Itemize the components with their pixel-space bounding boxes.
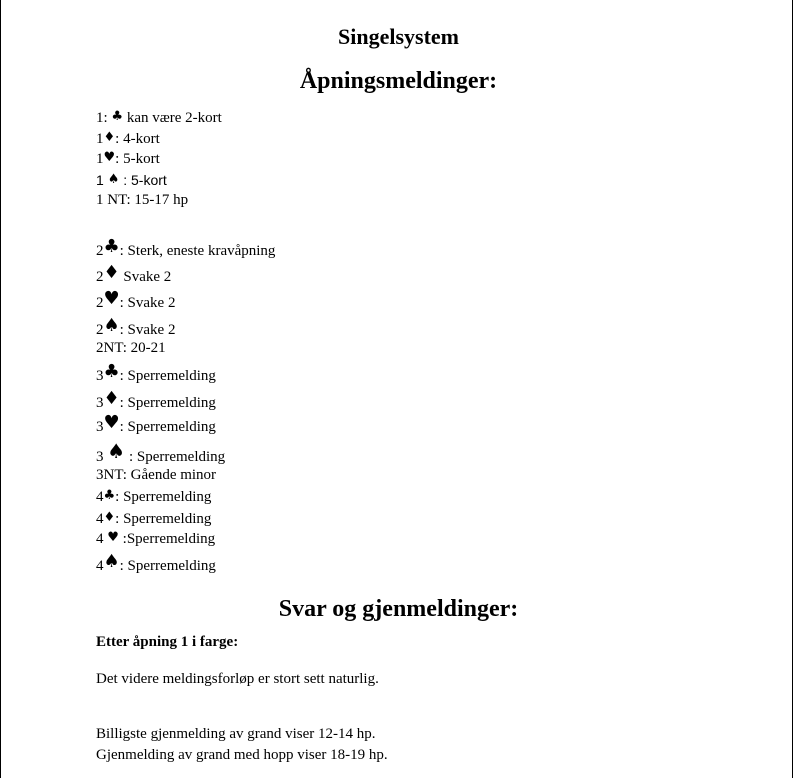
document-title: Singelsystem	[338, 24, 459, 49]
opening-1-spade: 1 ♠ : 5-kort	[96, 172, 167, 188]
spade-icon: ♠	[103, 315, 120, 336]
heart-icon: ♥	[103, 288, 120, 309]
diamond-icon: ♦	[103, 262, 120, 283]
opening-4-heart: 4 ♥ :Sperremelding	[96, 530, 216, 547]
opening-4-spade: 4♠: Sperremelding	[96, 551, 216, 574]
opening-1nt: 1 NT: 15-17 hp	[96, 192, 189, 208]
diamond-icon: ♦	[103, 130, 116, 145]
club-icon: ♣	[111, 109, 124, 124]
opening-3-diamond: 3♦: Sperremelding	[96, 388, 216, 411]
opening-2-diamond: 2♦ Svake 2	[96, 262, 172, 285]
opening-2-heart: 2♥: Svake 2	[96, 288, 176, 311]
responses-subheading: Etter åpning 1 i farge:	[96, 634, 239, 650]
heart-icon: ♥	[107, 530, 119, 545]
opening-2-club: 2♣: Sterk, eneste kravåpning	[96, 236, 276, 259]
responses-heading: Svar og gjenmeldinger:	[278, 596, 519, 622]
note-line: Gjenmelding av grand med hopp viser 18-19 hp.	[96, 747, 388, 763]
opening-1-club: 1: ♣ kan være 2-kort	[96, 109, 222, 126]
diamond-icon: ♦	[103, 510, 116, 525]
opening-3nt: 3NT: Gående minor	[96, 467, 217, 483]
heart-icon: ♥	[103, 412, 120, 433]
openings-heading: Åpningsmeldinger:	[299, 68, 498, 94]
opening-4-club: 4♣: Sperremelding	[96, 488, 212, 505]
opening-4-diamond: 4♦: Sperremelding	[96, 510, 212, 527]
spade-icon: ♠	[107, 172, 120, 187]
opening-1-diamond: 1♦: 4-kort	[96, 130, 160, 147]
spade-icon: ♠	[107, 439, 126, 463]
responses-text: Det videre meldingsforløp er stort sett naturlig.	[96, 671, 379, 687]
opening-2-spade: 2♠: Svake 2	[96, 315, 176, 338]
opening-1-heart: 1♥: 5-kort	[96, 150, 160, 167]
opening-3-club: 3♣: Sperremelding	[96, 361, 216, 384]
note-line: Billigste gjenmelding av grand viser 12-14 hp.	[96, 726, 376, 742]
diamond-icon: ♦	[103, 388, 120, 409]
opening-3-spade: 3 ♠ : Sperremelding	[96, 439, 226, 465]
spade-icon: ♠	[103, 551, 120, 572]
club-icon: ♣	[103, 361, 120, 382]
opening-2nt: 2NT: 20-21	[96, 340, 166, 356]
club-icon: ♣	[103, 236, 120, 257]
opening-3-heart: 3♥: Sperremelding	[96, 412, 216, 435]
heart-icon: ♥	[103, 150, 116, 165]
club-icon: ♣	[103, 488, 116, 503]
